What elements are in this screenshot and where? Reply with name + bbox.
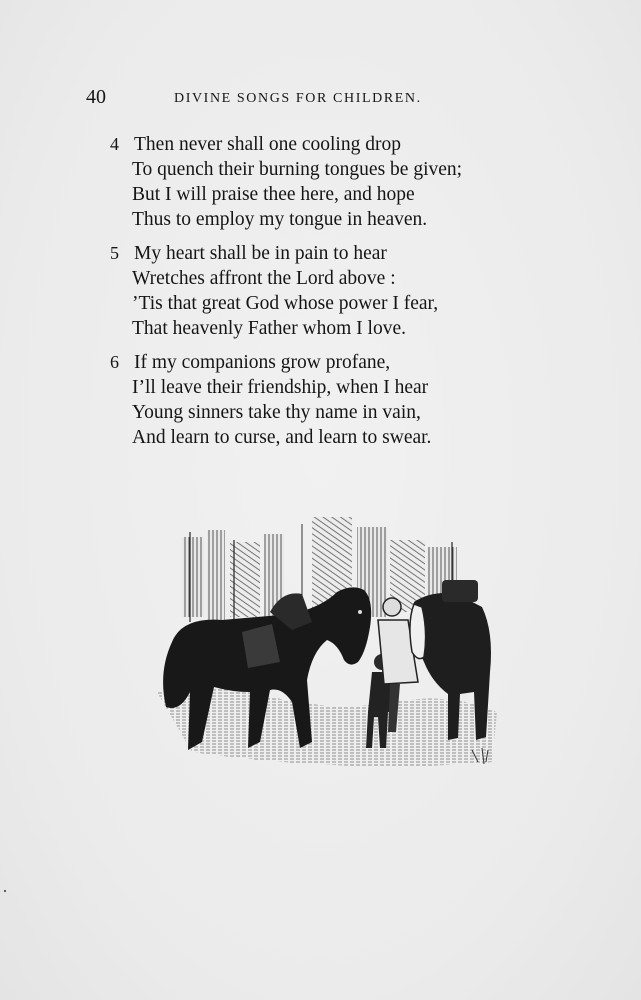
stanza-5 xyxy=(110,241,438,341)
verse-line: But I will praise thee here, and hope xyxy=(132,184,415,205)
stanza-number: 5 xyxy=(110,243,119,263)
horses-engraving-illustration xyxy=(152,512,500,774)
running-title: DIVINE SONGS FOR CHILDREN. xyxy=(174,91,422,106)
verse-line: Thus to employ my tongue in heaven. xyxy=(132,209,428,230)
running-head xyxy=(86,86,486,110)
stanza-4 xyxy=(110,132,462,232)
verse-line: Young sinners take thy name in vain, xyxy=(132,402,421,423)
stanza-number: 6 xyxy=(110,352,119,372)
page-speck xyxy=(4,890,6,892)
stanza-number: 4 xyxy=(110,134,119,154)
page-number: 40 xyxy=(86,86,106,108)
verse-line: Then never shall one cooling drop xyxy=(134,134,401,155)
verse-line: That heavenly Father whom I love. xyxy=(132,318,406,339)
verse-line: ’Tis that great God whose power I fear, xyxy=(132,293,439,314)
verse-line: I’ll leave their friendship, when I hear xyxy=(132,377,429,398)
verse-line: And learn to curse, and learn to swear. xyxy=(132,427,432,448)
stanza-6 xyxy=(110,350,431,450)
verse-line: Wretches affront the Lord above : xyxy=(132,268,396,289)
verse-line: If my companions grow profane, xyxy=(134,352,391,373)
verse-line: To quench their burning tongues be given; xyxy=(132,159,463,180)
verse-line: My heart shall be in pain to hear xyxy=(134,243,387,264)
